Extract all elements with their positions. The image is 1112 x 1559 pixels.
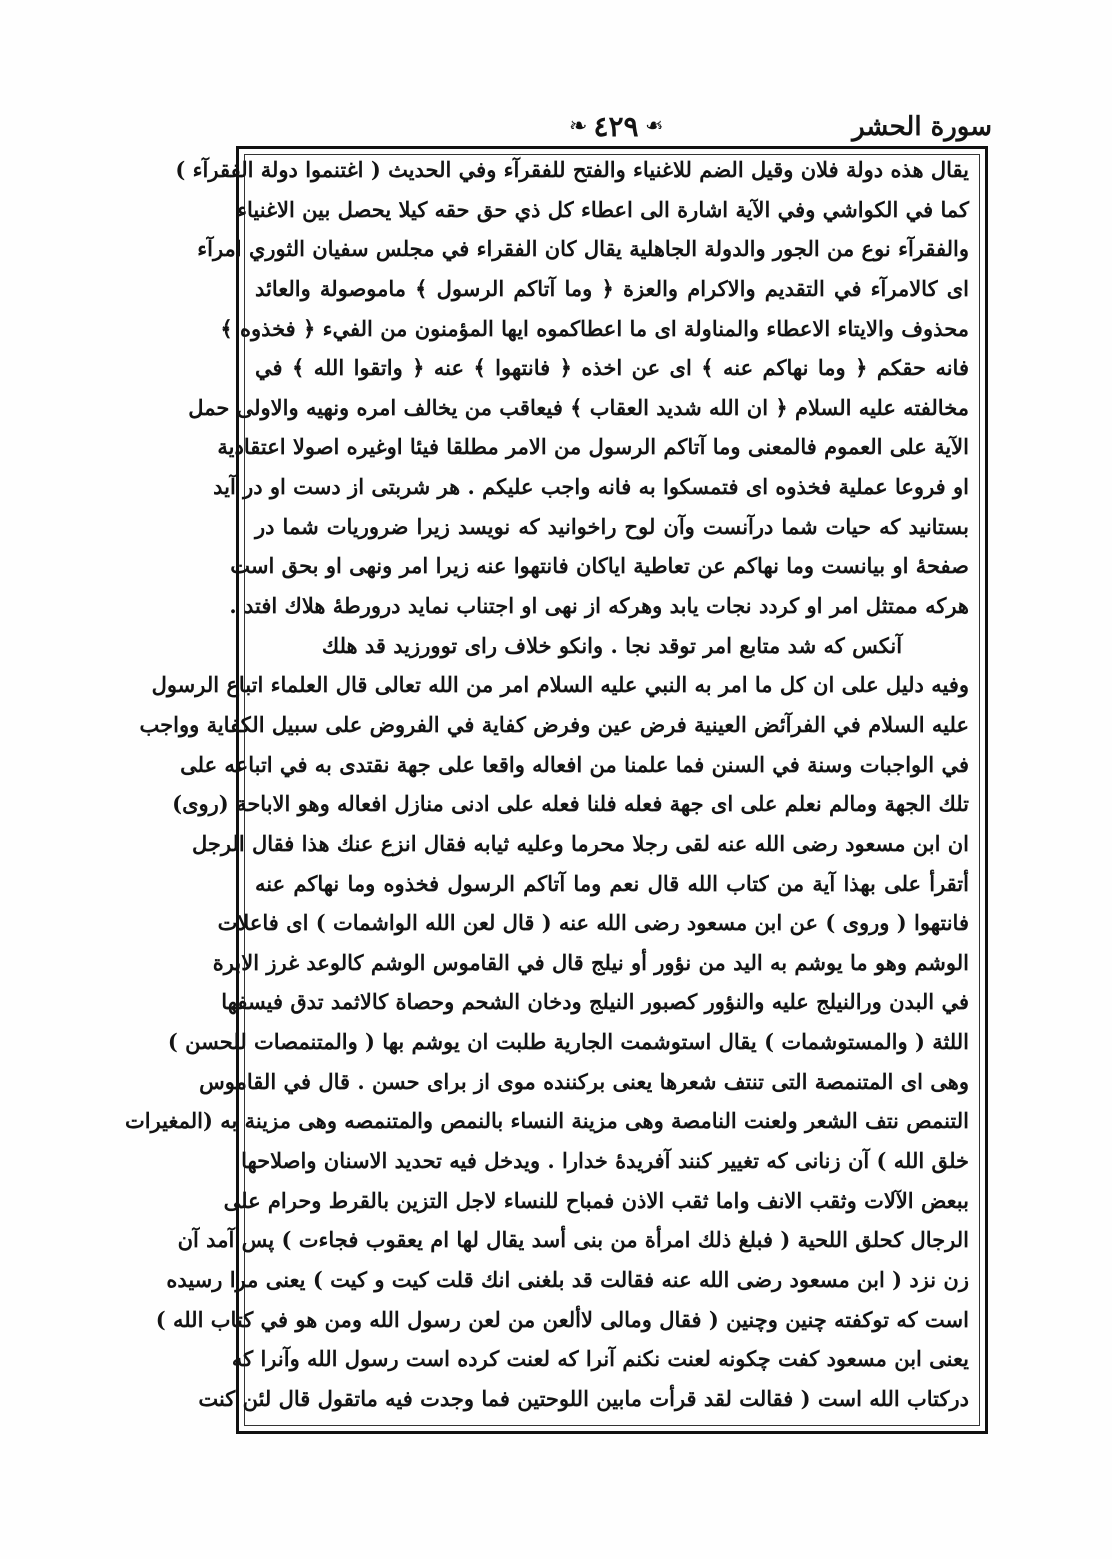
text-line: أتقرأ على بهذا آية من كتاب الله قال نعم وما آتاكم الرسول فخذوه وما نهاكم عنه [255,870,969,896]
surah-title: سورة الحشر [852,112,992,142]
poetry-verse: آنكس كه شد متابع امر توقد نجا . وانكو خلاف راى توورزيد قد هلك [321,632,903,658]
text-line: في البدن ورالنيلج عليه والنؤور كصبور النيلج ودخان الشحم وحصاة كالاثمد تدق فيسفها [221,989,969,1015]
text-line: دركتاب الله است ( فقالت لقد قرأت مابين اللوحتين فما وجدت فيه ماتقول قال لئن كنت [198,1385,969,1411]
page-header [240,108,992,148]
left-ornament-icon: ❧ [569,113,588,139]
text-line: التنمص نتف الشعر ولعنت النامصة وهى مزينة النساء بالنمص والمتنمصه وهى مزينة به (المغيرات [124,1108,969,1134]
text-line: اى كالامرآء في التقديم والاكرام والعزة ﴿ وما آتاكم الرسول ﴾ ماموصولة والعائد [255,275,969,301]
text-line: يقال هذه دولة فلان وقيل الضم للاغنياء والفتح للفقرآء وفي الحديث ( اغتنموا دولة الفقرآء ) [175,157,969,182]
text-line: فانه حقكم ﴿ وما نهاكم عنه ﴾ اى عن اخذه ﴿ فانتهوا ﴾ عنه ﴿ واتقوا الله ﴾ في [255,355,969,381]
text-line: عليه السلام في الفرآئض العينية فرض عين وفرض كفاية في الفروض على سبيل الكفاية وواجب [139,711,969,737]
text-line: بستانيد كه حيات شما درآنست وآن لوح راخوانيد كه نويسد زيرا ضروريات شما در [255,513,969,539]
main-text [124,157,969,1421]
page-number-ornament [569,110,663,143]
text-line: الآية على العموم فالمعنى وما آتاكم الرسول من الامر مطلقا فيئا اوغيره اصولا اعتقادية [217,434,969,460]
text-line: الرجال كحلق اللحية ( فبلغ ذلك امرأة من بنى أسد يقال لها ام يعقوب فجاءت ) پس آمد آن [177,1227,969,1253]
text-line: وفيه دليل على ان كل ما امر به النبي عليه السلام امر من الله تعالى قال العلماء اتباع الرسول [151,672,969,698]
text-line: يعنى ابن مسعود كفت چكونه لعنت نكنم آنرا كه لعنت كرده است رسول الله وآنرا كه [231,1346,969,1372]
text-line: فانتهوا ( وروى ) عن ابن مسعود رضى الله عنه ( قال لعن الله الواشمات ) اى فاعلات [217,910,969,936]
right-ornament-icon: ❧ [644,113,663,139]
text-line: هركه ممتثل امر او كردد نجات يابد وهركه از نهى او اجتناب نمايد درورطهٔ هلاك افتد . [229,593,969,619]
text-frame [124,146,988,1434]
text-line: اللثة ( والمستوشمات ) يقال استوشمت الجارية طلبت ان يوشم بها ( والمتنمصات للحسن ) [167,1029,969,1055]
text-line: كما في الكواشي وفي الآية اشارة الى اعطاء كل ذي حق حقه كيلا يحصل بين الاغنياء [237,196,969,222]
text-line: خلق الله ) آن زنانى كه تغيير كنند آفريدهٔ خدارا . ويدخل فيه تحديد الاسنان واصلاحها [241,1148,969,1174]
text-line: والفقرآء نوع من الجور والدولة الجاهلية يقال كان الفقراء في مجلس سفيان الثوري امرآء [197,236,969,262]
text-line: او فروعا عملية فخذوه اى فتمسكوا به فانه واجب عليكم . هر شربتى از دست او در آيد [213,474,969,500]
text-line: ببعض الآلات وثقب الانف واما ثقب الاذن فمباح للنساء لاجل التزين بالقرط وحرام على [223,1187,969,1213]
text-line: است كه توكفته چنين وچنين ( فقال ومالى لاألعن من لعن رسول الله ومن هو في كتاب الله ) [155,1306,969,1332]
text-line: تلك الجهة ومالم نعلم على اى جهة فعله فلنا فعله على ادنى منازل افعاله وهو الاباحة (روى) [172,791,969,817]
page-number: ٤٢٩ [593,110,639,143]
text-line: وهى اى المتنمصة التى تنتف شعرها يعنى بركننده موى از براى حسن . قال في القاموس [199,1068,969,1094]
text-line: ان ابن مسعود رضى الله عنه لقى رجلا محرما وعليه ثيابه فقال انزع عنك هذا فقال الرجل [191,830,969,856]
text-line: مخالفته عليه السلام ﴿ ان الله شديد العقاب ﴾ فيعاقب من يخالف امره ونهيه والاولى حمل [188,394,969,420]
text-line: صفحهٔ او بيانست وما نهاكم عن تعاطية اياكان فانتهوا عنه زيرا امر ونهى او بحق است [230,553,969,579]
text-line: زن نزد ( ابن مسعود رضى الله عنه فقالت قد بلغنى انك قلت كيت و كيت ) يعنى مرا رسيده [166,1266,969,1292]
text-line: الوشم وهو ما يوشم به اليد من نؤور أو نيلج قال في القاموس الوشم كالوعد غرز الابرة [212,949,969,975]
text-line: في الواجبات وسنة في السنن فما علمنا من افعاله واقعا على جهة نقتدى به في اتباعه على [180,751,969,777]
text-line: محذوف والايتاء الاعطاء والمناولة اى ما اعطاكموه ايها المؤمنون من الفيء ﴿ فخذوه ﴾ [220,315,969,341]
